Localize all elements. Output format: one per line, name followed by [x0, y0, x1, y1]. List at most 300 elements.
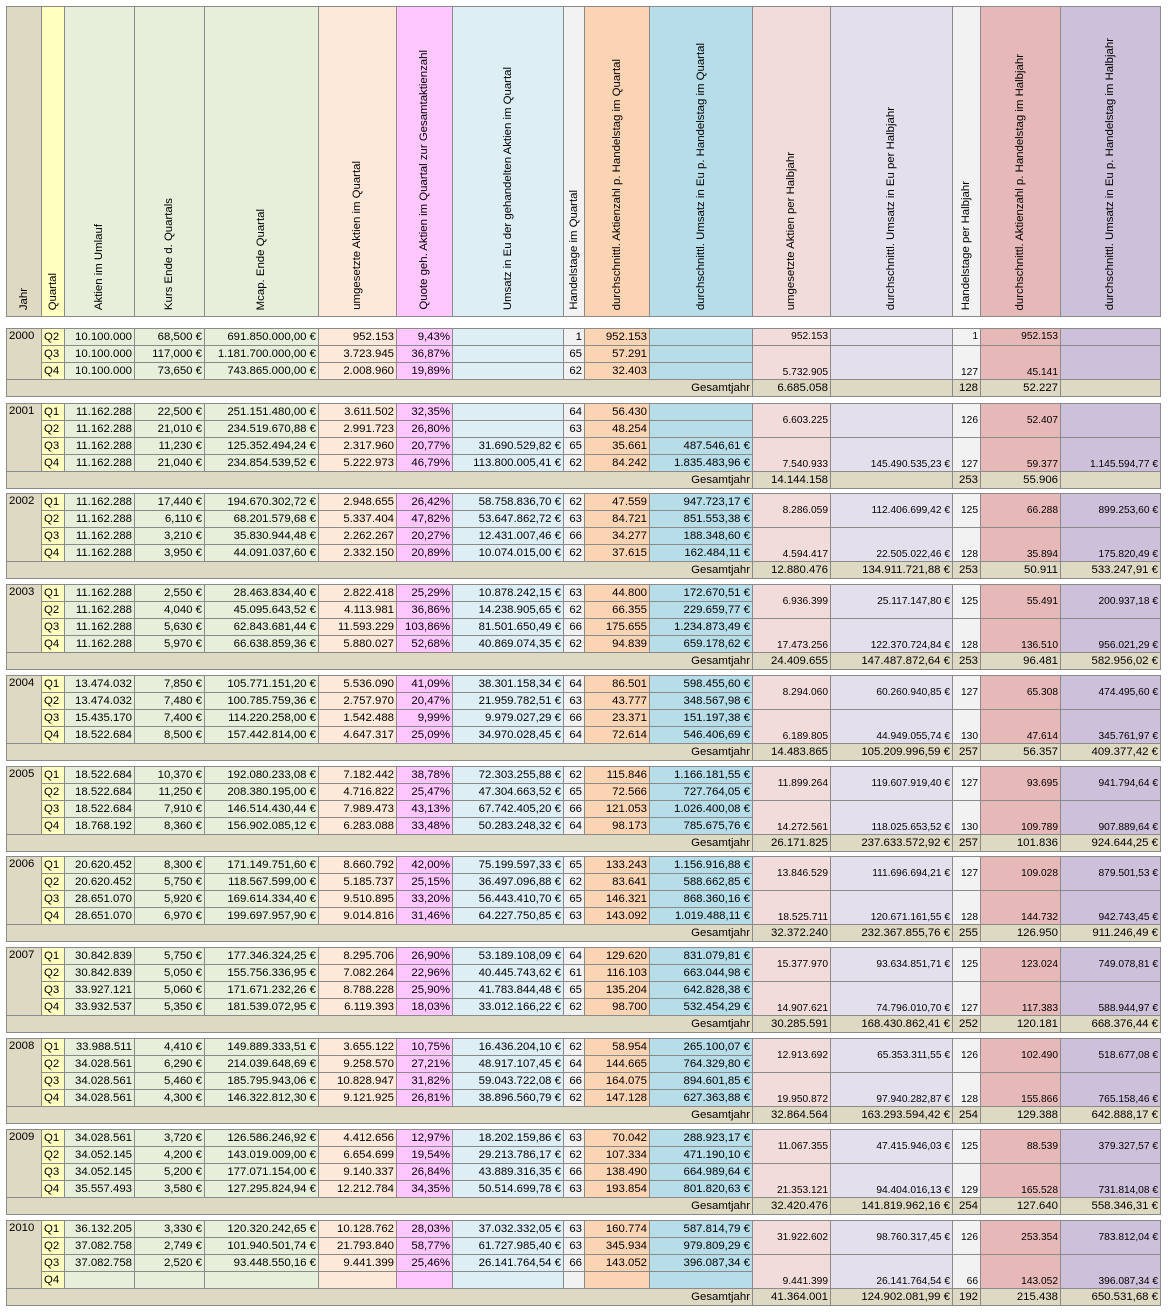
table-cell: 33.932.537 [65, 999, 135, 1016]
table-cell: 6,970 € [135, 908, 205, 925]
total-cell: 141.819.962,16 € [831, 1198, 953, 1215]
half-year-cell: 12.913.692 [753, 1039, 831, 1073]
column-header-label: Quartal [46, 272, 59, 310]
table-cell: 10,370 € [135, 767, 205, 784]
table-cell: 62 [564, 363, 585, 380]
table-cell: 26,42% [397, 494, 453, 511]
table-cell: 6.654.699 [319, 1147, 397, 1164]
table-cell: 5,920 € [135, 891, 205, 908]
half-year-cell: 88.539 [981, 1130, 1061, 1164]
table-cell: 20,89% [397, 545, 453, 562]
column-header-label: Handelstage im Quartal [567, 190, 580, 310]
table-cell: 62 [564, 602, 585, 619]
header-table [6, 6, 1161, 317]
table-cell: Q2 [42, 329, 65, 346]
column-header-label: durchschnittl. Aktienzahl p. Handelstag im Quartal [610, 58, 623, 310]
table-cell: 2.991.723 [319, 421, 397, 438]
table-cell: 101.940.501,74 € [205, 1238, 319, 1255]
table-cell [650, 329, 753, 346]
table-cell: 8,300 € [135, 857, 205, 874]
total-cell [831, 472, 953, 489]
table-row [7, 710, 1161, 727]
year-cell: 2004 [7, 676, 42, 744]
year-block-2010 [6, 1220, 1161, 1306]
table-cell: 25,09% [397, 727, 453, 744]
table-cell: 37.032.332,05 € [453, 1221, 564, 1238]
half-year-cell: 127 [953, 982, 981, 1016]
table-cell: 26,90% [397, 948, 453, 965]
table-cell: 36,86% [397, 602, 453, 619]
half-year-cell: 783.812,04 € [1061, 1221, 1161, 1255]
total-cell: 32.864.564 [753, 1107, 831, 1124]
table-cell: Q4 [42, 1272, 65, 1289]
table-cell: 25,90% [397, 982, 453, 999]
column-header [1061, 7, 1161, 317]
table-cell: 64 [564, 948, 585, 965]
table-cell: 66.355 [585, 602, 650, 619]
total-cell: 650.531,68 € [1061, 1289, 1161, 1306]
half-year-cell: 109.028 [981, 857, 1061, 891]
total-cell: 533.247,91 € [1061, 562, 1161, 579]
half-year-cell: 588.944,97 € [1061, 982, 1161, 1016]
total-cell [831, 380, 953, 397]
half-year-cell: 396.087,34 € [1061, 1255, 1161, 1289]
table-cell: 37.082.758 [65, 1238, 135, 1255]
table-cell: Q3 [42, 438, 65, 455]
year-block-2005 [6, 766, 1161, 852]
table-cell: 487.546,61 € [650, 438, 753, 455]
table-cell: 14.238.905,65 € [453, 602, 564, 619]
half-year-cell: 1.145.594,77 € [1061, 438, 1161, 472]
half-year-cell: 111.696.694,21 € [831, 857, 953, 891]
half-year-cell: 66 [953, 1255, 981, 1289]
half-year-cell: 956.021,29 € [1061, 619, 1161, 653]
column-header-label: umgesetzte Aktien im Quartal [351, 161, 363, 310]
table-cell: Q1 [42, 948, 65, 965]
half-year-cell: 126 [953, 404, 981, 438]
table-cell [650, 1272, 753, 1289]
half-year-cell: 19.950.872 [753, 1073, 831, 1107]
half-year-cell [831, 346, 953, 380]
table-cell: 47,82% [397, 511, 453, 528]
table-cell [453, 421, 564, 438]
table-cell: 2,749 € [135, 1238, 205, 1255]
table-cell: 121.053 [585, 801, 650, 818]
table-cell: 7.182.442 [319, 767, 397, 784]
table-cell: 7,850 € [135, 676, 205, 693]
total-cell: 101.836 [981, 835, 1061, 852]
half-year-cell: 126 [953, 1039, 981, 1073]
table-cell: 107.334 [585, 1147, 650, 1164]
table-cell: 3.611.502 [319, 404, 397, 421]
half-year-cell: 4.594.417 [753, 528, 831, 562]
table-cell: 345.934 [585, 1238, 650, 1255]
table-cell: 18.768.192 [65, 818, 135, 835]
table-cell: 72.303.255,88 € [453, 767, 564, 784]
half-year-cell: 47.415.946,03 € [831, 1130, 953, 1164]
year-cell: 2008 [7, 1039, 42, 1107]
table-row [7, 619, 1161, 636]
table-cell: 164.075 [585, 1073, 650, 1090]
half-year-cell: 129 [953, 1164, 981, 1198]
table-cell: 43,13% [397, 801, 453, 818]
half-year-cell: 125 [953, 948, 981, 982]
table-cell: 26,84% [397, 1164, 453, 1181]
total-label: Gesamtjahr [7, 472, 753, 489]
table-cell: 72.614 [585, 727, 650, 744]
table-cell: 193.854 [585, 1181, 650, 1198]
year-block-2001 [6, 403, 1161, 489]
table-cell: Q3 [42, 1073, 65, 1090]
total-row [7, 744, 1161, 761]
table-cell: 31,46% [397, 908, 453, 925]
table-cell: 65 [564, 891, 585, 908]
table-cell: 171.671.232,26 € [205, 982, 319, 999]
column-header-label: Mcap. Ende Quartal [255, 208, 267, 310]
table-cell: 98.173 [585, 818, 650, 835]
table-cell: 103,86% [397, 619, 453, 636]
table-cell: 67.742.405,20 € [453, 801, 564, 818]
total-label: Gesamtjahr [7, 744, 753, 761]
half-year-cell: 1 [953, 329, 981, 346]
half-year-cell: 6.189.805 [753, 710, 831, 744]
year-cell: 2005 [7, 767, 42, 835]
table-cell: Q4 [42, 1181, 65, 1198]
table-cell: 66 [564, 1255, 585, 1272]
table-cell: 5,750 € [135, 874, 205, 891]
table-cell [135, 1272, 205, 1289]
table-cell: 38,78% [397, 767, 453, 784]
total-row [7, 562, 1161, 579]
half-year-cell: 65.353.311,55 € [831, 1039, 953, 1073]
table-cell: 11,230 € [135, 438, 205, 455]
year-cell: 2003 [7, 585, 42, 653]
table-cell: Q1 [42, 1039, 65, 1056]
year-block-2003 [6, 584, 1161, 670]
table-cell: Q3 [42, 710, 65, 727]
table-row [7, 1221, 1161, 1238]
table-cell [453, 346, 564, 363]
table-cell: 63 [564, 585, 585, 602]
table-cell: 118.567.599,00 € [205, 874, 319, 891]
total-row [7, 653, 1161, 670]
total-row [7, 1016, 1161, 1033]
table-cell: 32.403 [585, 363, 650, 380]
table-cell: Q3 [42, 891, 65, 908]
half-year-cell: 11.899.264 [753, 767, 831, 801]
table-cell: 1.181.700.000,00 € [205, 346, 319, 363]
table-cell: 66 [564, 710, 585, 727]
table-cell: 9.979.027,29 € [453, 710, 564, 727]
half-year-cell: 118.025.653,52 € [831, 801, 953, 835]
table-cell: 93.448.550,16 € [205, 1255, 319, 1272]
half-year-cell: 52.407 [981, 404, 1061, 438]
table-cell: 2.332.150 [319, 545, 397, 562]
total-cell: 253 [953, 472, 981, 489]
table-cell: 63 [564, 1221, 585, 1238]
table-cell: 34.028.561 [65, 1056, 135, 1073]
table-cell: 62 [564, 1039, 585, 1056]
table-cell: 4.412.656 [319, 1130, 397, 1147]
table-cell: 471.190,10 € [650, 1147, 753, 1164]
table-cell: 155.756.336,95 € [205, 965, 319, 982]
half-year-cell: 952.153 [753, 329, 831, 346]
half-year-cell: 125 [953, 585, 981, 619]
table-cell: 117,000 € [135, 346, 205, 363]
table-cell: 35.557.493 [65, 1181, 135, 1198]
total-cell: 257 [953, 744, 981, 761]
half-year-cell: 6.936.399 [753, 585, 831, 619]
table-cell: 1.156.916,88 € [650, 857, 753, 874]
column-header-label: Kurs Ende d. Quartals [163, 197, 175, 310]
half-year-cell: 97.940.282,87 € [831, 1073, 953, 1107]
table-cell [453, 329, 564, 346]
total-row [7, 1107, 1161, 1124]
year-block-2004 [6, 675, 1161, 761]
total-cell: 253 [953, 562, 981, 579]
table-cell: 11.593.229 [319, 619, 397, 636]
table-cell: 20.620.452 [65, 874, 135, 891]
table-cell: 785.675,76 € [650, 818, 753, 835]
table-cell: 5.880.027 [319, 636, 397, 653]
total-cell: 924.644,25 € [1061, 835, 1161, 852]
half-year-cell: 128 [953, 891, 981, 925]
column-header-label: Umsatz in Eu der gehandelten Aktien im Quartal [501, 66, 514, 310]
table-cell: 162.484,11 € [650, 545, 753, 562]
table-cell: 62 [564, 494, 585, 511]
total-cell: 105.209.996,59 € [831, 744, 953, 761]
table-cell: 894.601,85 € [650, 1073, 753, 1090]
table-cell: 147.128 [585, 1090, 650, 1107]
table-cell: 66 [564, 528, 585, 545]
table-cell: 33,20% [397, 891, 453, 908]
table-cell: 63 [564, 421, 585, 438]
table-cell: 25,46% [397, 1255, 453, 1272]
total-cell: 120.181 [981, 1016, 1061, 1033]
table-cell: 9.140.337 [319, 1164, 397, 1181]
table-cell: 62 [564, 1147, 585, 1164]
table-cell: 3,720 € [135, 1130, 205, 1147]
table-cell: 171.149.751,60 € [205, 857, 319, 874]
half-year-cell: 11.067.355 [753, 1130, 831, 1164]
table-cell: Q4 [42, 818, 65, 835]
table-cell: 29.213.786,17 € [453, 1147, 564, 1164]
total-cell: 163.293.594,42 € [831, 1107, 953, 1124]
table-cell: 34.028.561 [65, 1090, 135, 1107]
table-cell: 62 [564, 1090, 585, 1107]
table-cell: 3,950 € [135, 545, 205, 562]
table-cell: 65 [564, 857, 585, 874]
table-cell: 46,79% [397, 455, 453, 472]
total-cell: 6.685.058 [753, 380, 831, 397]
table-cell [585, 1272, 650, 1289]
table-row [7, 1130, 1161, 1147]
table-row [7, 982, 1161, 999]
table-cell: 234.519.670,88 € [205, 421, 319, 438]
table-cell: 18.522.684 [65, 801, 135, 818]
half-year-cell: 123.024 [981, 948, 1061, 982]
total-cell: 257 [953, 835, 981, 852]
half-year-cell: 119.607.919,40 € [831, 767, 953, 801]
table-cell: 28,03% [397, 1221, 453, 1238]
half-year-cell: 5.732.905 [753, 346, 831, 380]
half-year-cell: 345.761,97 € [1061, 710, 1161, 744]
table-cell: Q1 [42, 676, 65, 693]
table-cell: 288.923,17 € [650, 1130, 753, 1147]
table-cell: 44.091.037,60 € [205, 545, 319, 562]
table-cell: 2.757.970 [319, 693, 397, 710]
column-header [953, 7, 981, 317]
half-year-cell: 66.288 [981, 494, 1061, 528]
half-year-cell: 155.866 [981, 1073, 1061, 1107]
half-year-cell: 128 [953, 619, 981, 653]
year-block-2008 [6, 1038, 1161, 1124]
table-cell [319, 1272, 397, 1289]
table-cell: 28.651.070 [65, 891, 135, 908]
table-cell: Q2 [42, 421, 65, 438]
total-cell: 126.950 [981, 925, 1061, 942]
table-cell: 169.614.334,40 € [205, 891, 319, 908]
half-year-cell: 94.404.016,13 € [831, 1164, 953, 1198]
table-cell: 50.283.248,32 € [453, 818, 564, 835]
year-block-2007 [6, 947, 1161, 1033]
total-label: Gesamtjahr [7, 653, 753, 670]
table-cell: 3.723.945 [319, 346, 397, 363]
table-cell: Q2 [42, 1056, 65, 1073]
table-cell: Q4 [42, 1090, 65, 1107]
half-year-cell [1061, 346, 1161, 380]
total-cell: 127.640 [981, 1198, 1061, 1215]
table-cell: 63 [564, 1181, 585, 1198]
table-cell: 1.835.483,96 € [650, 455, 753, 472]
table-cell: 20,27% [397, 528, 453, 545]
table-cell: 156.902.085,12 € [205, 818, 319, 835]
table-cell: 66 [564, 1164, 585, 1181]
table-cell: 81.501.650,49 € [453, 619, 564, 636]
total-cell: 255 [953, 925, 981, 942]
total-cell: 253 [953, 653, 981, 670]
table-cell: 3,330 € [135, 1221, 205, 1238]
table-cell: 59.043.722,08 € [453, 1073, 564, 1090]
table-cell: 57.291 [585, 346, 650, 363]
table-cell: 94.839 [585, 636, 650, 653]
table-cell: 175.655 [585, 619, 650, 636]
table-cell: Q4 [42, 363, 65, 380]
table-cell: 34.970.028,45 € [453, 727, 564, 744]
table-cell: 84.242 [585, 455, 650, 472]
total-cell: 254 [953, 1198, 981, 1215]
table-cell: 5,630 € [135, 619, 205, 636]
column-header [585, 7, 650, 317]
table-cell: 172.670,51 € [650, 585, 753, 602]
half-year-cell: 22.505.022,46 € [831, 528, 953, 562]
table-cell: 229.659,77 € [650, 602, 753, 619]
table-cell: 4,410 € [135, 1039, 205, 1056]
table-cell: 41.783.844,48 € [453, 982, 564, 999]
total-label: Gesamtjahr [7, 925, 753, 942]
table-cell: 6.119.393 [319, 999, 397, 1016]
table-cell: 48.917.107,45 € [453, 1056, 564, 1073]
table-cell: 129.620 [585, 948, 650, 965]
total-label: Gesamtjahr [7, 1016, 753, 1033]
table-cell: 8,500 € [135, 727, 205, 744]
table-cell: Q2 [42, 965, 65, 982]
table-cell: Q2 [42, 874, 65, 891]
total-row [7, 1289, 1161, 1306]
column-header [650, 7, 753, 317]
table-cell: 1.234.873,49 € [650, 619, 753, 636]
table-cell: 30.842.839 [65, 965, 135, 982]
half-year-cell: 98.760.317,45 € [831, 1221, 953, 1255]
table-cell: 5,970 € [135, 636, 205, 653]
table-cell: 75.199.597,33 € [453, 857, 564, 874]
table-cell: Q1 [42, 494, 65, 511]
total-label: Gesamtjahr [7, 1198, 753, 1215]
table-row [7, 346, 1161, 363]
table-cell: 691.850.000,00 € [205, 329, 319, 346]
table-cell: 5,050 € [135, 965, 205, 982]
table-cell: 20,47% [397, 693, 453, 710]
table-cell: 10.100.000 [65, 346, 135, 363]
table-row [7, 1164, 1161, 1181]
column-header [831, 7, 953, 317]
half-year-cell: 120.671.161,55 € [831, 891, 953, 925]
half-year-cell: 65.308 [981, 676, 1061, 710]
table-cell [205, 1272, 319, 1289]
table-cell: Q2 [42, 784, 65, 801]
table-cell: Q1 [42, 1130, 65, 1147]
table-cell: 151.197,38 € [650, 710, 753, 727]
table-cell: 5.222.973 [319, 455, 397, 472]
total-row [7, 835, 1161, 852]
table-cell: 5,350 € [135, 999, 205, 1016]
table-cell: 7.989.473 [319, 801, 397, 818]
half-year-cell: 8.286.059 [753, 494, 831, 528]
table-cell: Q3 [42, 1164, 65, 1181]
total-cell: 12.880.476 [753, 562, 831, 579]
table-cell: 149.889.333,51 € [205, 1039, 319, 1056]
table-cell: 73,650 € [135, 363, 205, 380]
table-cell: 8.788.228 [319, 982, 397, 999]
table-row [7, 585, 1161, 602]
table-cell: 265.100,07 € [650, 1039, 753, 1056]
table-cell: 2.262.267 [319, 528, 397, 545]
half-year-cell: 47.614 [981, 710, 1061, 744]
half-year-cell: 93.695 [981, 767, 1061, 801]
total-cell: 14.483.865 [753, 744, 831, 761]
table-cell: 727.764,05 € [650, 784, 753, 801]
total-cell: 147.487.872,64 € [831, 653, 953, 670]
table-cell: 8,360 € [135, 818, 205, 835]
total-cell: 134.911.721,88 € [831, 562, 953, 579]
total-cell: 30.285.591 [753, 1016, 831, 1033]
table-cell: 177.071.154,00 € [205, 1164, 319, 1181]
table-cell: 56.430 [585, 404, 650, 421]
half-year-cell: 31.922.602 [753, 1221, 831, 1255]
total-cell: 252 [953, 1016, 981, 1033]
table-cell: 84.721 [585, 511, 650, 528]
half-year-cell: 128 [953, 1073, 981, 1107]
table-cell: 65 [564, 438, 585, 455]
table-cell: 12.212.784 [319, 1181, 397, 1198]
table-cell: 11.162.288 [65, 585, 135, 602]
table-cell: 62 [564, 636, 585, 653]
table-cell: 146.321 [585, 891, 650, 908]
table-cell: 58.758.836,70 € [453, 494, 564, 511]
table-row [7, 329, 1161, 346]
table-cell: 26.141.764,54 € [453, 1255, 564, 1272]
table-cell: 66 [564, 619, 585, 636]
